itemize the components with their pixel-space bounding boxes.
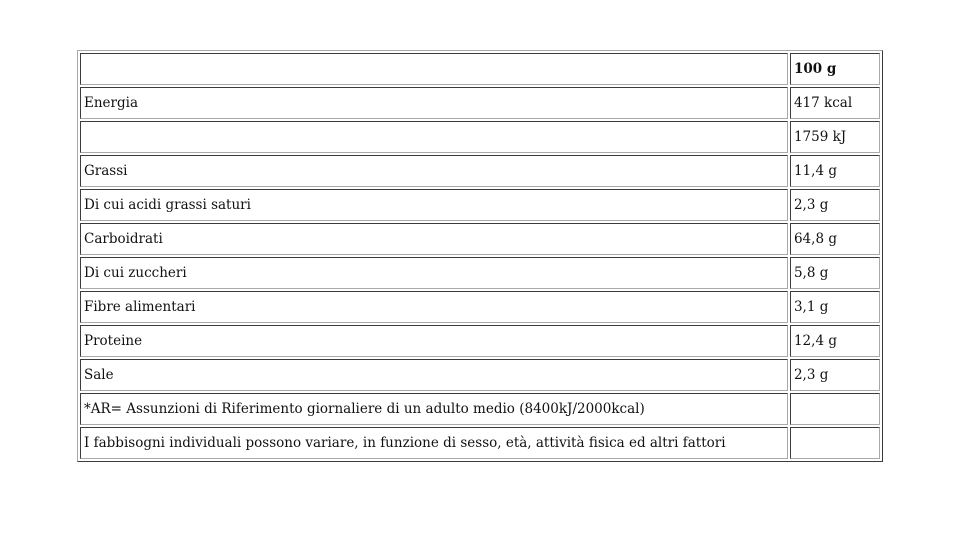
row-label: Sale: [80, 359, 788, 391]
row-label: Di cui acidi grassi saturi: [80, 189, 788, 221]
table-row: [80, 291, 880, 323]
row-label: Di cui zuccheri: [80, 257, 788, 289]
row-value: 11,4 g: [790, 155, 880, 187]
table-row: [80, 87, 880, 119]
row-value: 2,3 g: [790, 189, 880, 221]
row-value: [790, 393, 880, 425]
header-value-cell: 100 g: [790, 53, 880, 85]
row-value: 64,8 g: [790, 223, 880, 255]
row-label: Carboidrati: [80, 223, 788, 255]
row-value: [790, 427, 880, 459]
table-row: [80, 121, 880, 153]
table-row: [80, 393, 880, 425]
nutrition-table: [77, 50, 883, 462]
row-label: Fibre alimentari: [80, 291, 788, 323]
row-label: Proteine: [80, 325, 788, 357]
row-label: I fabbisogni individuali possono variare, in funzione di sesso, età, attività fisica ed altri fattori: [80, 427, 788, 459]
row-label: [80, 121, 788, 153]
row-value: 1759 kJ: [790, 121, 880, 153]
row-value: 12,4 g: [790, 325, 880, 357]
row-value: 417 kcal: [790, 87, 880, 119]
row-value: 3,1 g: [790, 291, 880, 323]
table-row: [80, 427, 880, 459]
row-value: 2,3 g: [790, 359, 880, 391]
table-row: [80, 189, 880, 221]
table-row: [80, 223, 880, 255]
row-value: 5,8 g: [790, 257, 880, 289]
table-row: [80, 155, 880, 187]
row-label: *AR= Assunzioni di Riferimento giornaliere di un adulto medio (8400kJ/2000kcal): [80, 393, 788, 425]
table-header-row: [80, 53, 880, 85]
table-row: [80, 359, 880, 391]
row-label: Grassi: [80, 155, 788, 187]
row-label: Energia: [80, 87, 788, 119]
table-row: [80, 257, 880, 289]
table-row: [80, 325, 880, 357]
header-label-cell: [80, 53, 788, 85]
